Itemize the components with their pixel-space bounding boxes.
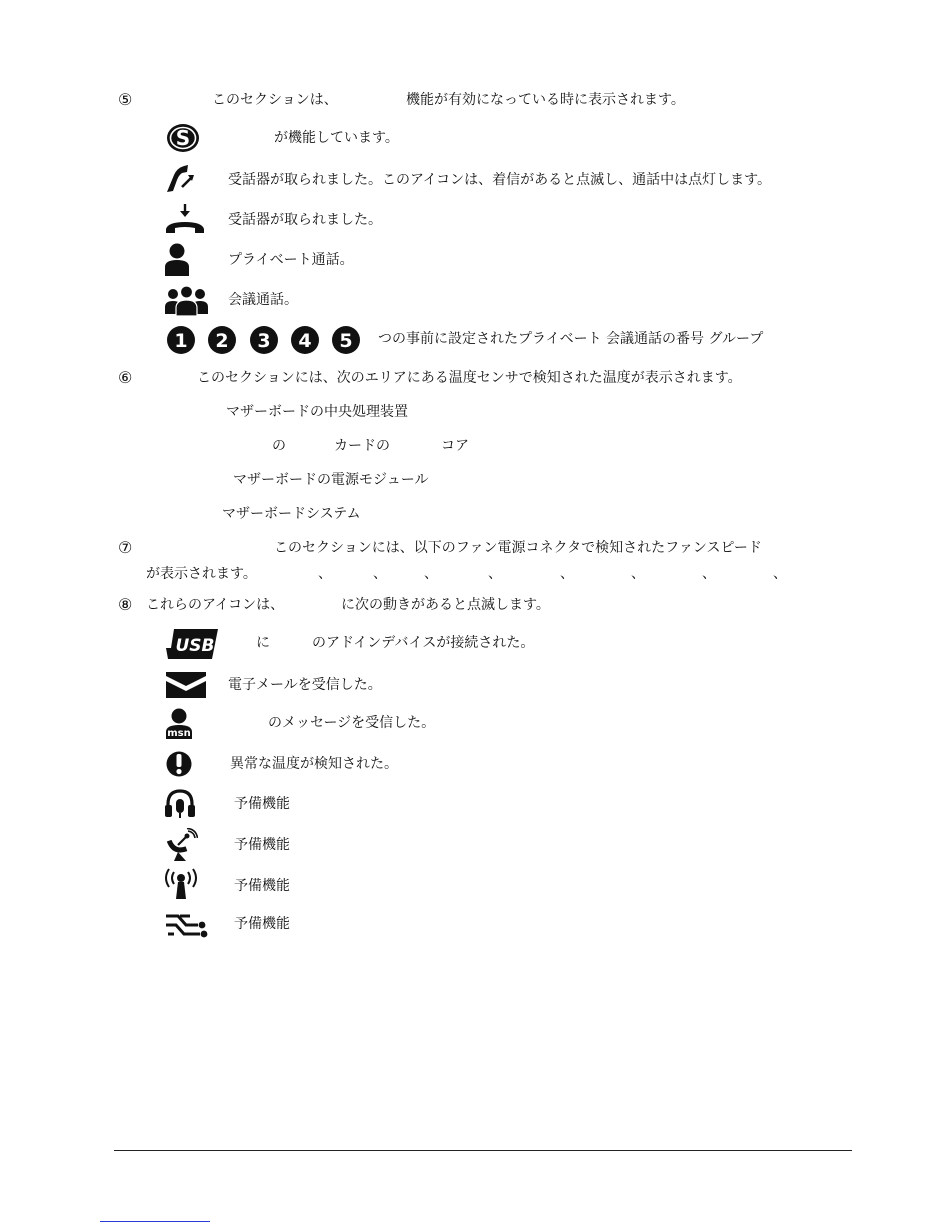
phone-incoming-icon bbox=[164, 163, 198, 195]
section-5-intro-b: 機能が有効になっている時に表示されます。 bbox=[406, 92, 685, 108]
section-6-marker: ⑥ bbox=[118, 368, 133, 387]
s8-reserve-2-text: 予備機能 bbox=[234, 837, 290, 853]
section-8-intro: これらのアイコンは、 bbox=[146, 597, 285, 613]
section-8-marker: ⑧ bbox=[118, 595, 133, 614]
s5-numbers-text: つの事前に設定されたプライベート 会議通話の番号 グループ bbox=[378, 331, 764, 347]
s7-sep: 、 bbox=[373, 566, 387, 582]
exclamation-icon bbox=[166, 750, 192, 778]
s7-sep: 、 bbox=[773, 566, 787, 582]
s8-usb-text-b: のアドインデバイスが接続された。 bbox=[312, 635, 535, 651]
wireless-tower-icon bbox=[163, 868, 199, 900]
s5-item-3-text: 受話器が取られました。 bbox=[228, 212, 382, 228]
svg-text:1: 1 bbox=[174, 330, 188, 352]
s6-line-pwm: マザーボードの電源モジュール bbox=[233, 472, 429, 488]
s8-reserve-3-text: 予備機能 bbox=[234, 878, 290, 894]
msn-user-icon bbox=[164, 708, 194, 740]
network-connector-icon bbox=[164, 910, 208, 940]
s5-item-2-text: 受話器が取られました。このアイコンは、着信があると点滅し、通話中は点灯します。 bbox=[228, 172, 772, 188]
svg-text:USB: USB bbox=[175, 636, 215, 656]
satellite-dish-icon bbox=[164, 828, 198, 862]
svg-text:5: 5 bbox=[339, 330, 353, 352]
s7-sep: 、 bbox=[702, 566, 716, 582]
svg-text:4: 4 bbox=[298, 330, 312, 352]
s7-sep: 、 bbox=[488, 566, 502, 582]
s6-line-gpu-b: カードの bbox=[334, 438, 390, 454]
usb-icon bbox=[164, 628, 220, 660]
s5-item-5-text: 会議通話。 bbox=[228, 292, 298, 308]
number-4-icon bbox=[290, 325, 320, 355]
headphones-icon bbox=[164, 788, 196, 820]
s8-reserve-4-text: 予備機能 bbox=[234, 916, 290, 932]
footer-rule bbox=[114, 1150, 852, 1151]
phone-pickup-icon bbox=[164, 203, 208, 235]
s7-sep: 、 bbox=[560, 566, 574, 582]
s6-line-gpu-c: コア bbox=[441, 438, 469, 454]
s5-item-4-text: プライベート通話。 bbox=[228, 252, 354, 268]
s8-email-text: 電子メールを受信した。 bbox=[228, 677, 382, 693]
number-1-icon bbox=[166, 325, 196, 355]
s-circle-icon bbox=[166, 123, 200, 153]
section-5-intro: このセクションは、 bbox=[212, 92, 338, 108]
s7-sep: 、 bbox=[424, 566, 438, 582]
svg-text:3: 3 bbox=[257, 330, 271, 352]
s7-sep: 、 bbox=[318, 566, 332, 582]
s8-msn-text: のメッセージを受信した。 bbox=[268, 715, 436, 731]
section-7-marker: ⑦ bbox=[118, 538, 133, 557]
s5-item-1-text: が機能しています。 bbox=[274, 130, 399, 146]
s6-line-system: マザーボードシステム bbox=[222, 506, 361, 522]
section-8-intro-b: に次の動きがあると点滅します。 bbox=[341, 597, 550, 613]
s8-usb-text-a: に bbox=[256, 635, 270, 651]
s8-temp-text: 異常な温度が検知された。 bbox=[230, 756, 398, 772]
group-icon bbox=[164, 286, 210, 316]
svg-text:2: 2 bbox=[215, 330, 229, 352]
s7-sep: 、 bbox=[631, 566, 645, 582]
footer-link-underline bbox=[100, 1221, 210, 1222]
svg-text:S: S bbox=[175, 126, 191, 150]
envelope-icon bbox=[164, 670, 208, 700]
section-5-marker: ⑤ bbox=[118, 90, 133, 109]
section-6-intro: このセクションには、次のエリアにある温度センサで検知された温度が表示されます。 bbox=[197, 370, 742, 386]
number-2-icon bbox=[207, 325, 237, 355]
number-5-icon bbox=[331, 325, 361, 355]
svg-text:msn: msn bbox=[167, 728, 191, 739]
section-7-line1: このセクションには、以下のファン電源コネクタで検知されたファンスピード bbox=[274, 540, 762, 556]
person-icon bbox=[164, 243, 190, 277]
number-3-icon bbox=[249, 325, 279, 355]
s6-line-cpu: マザーボードの中央処理装置 bbox=[226, 404, 408, 420]
section-7-line2: が表示されます。 bbox=[146, 566, 257, 582]
s6-line-gpu-a: の bbox=[272, 438, 286, 454]
s8-reserve-1-text: 予備機能 bbox=[234, 796, 290, 812]
